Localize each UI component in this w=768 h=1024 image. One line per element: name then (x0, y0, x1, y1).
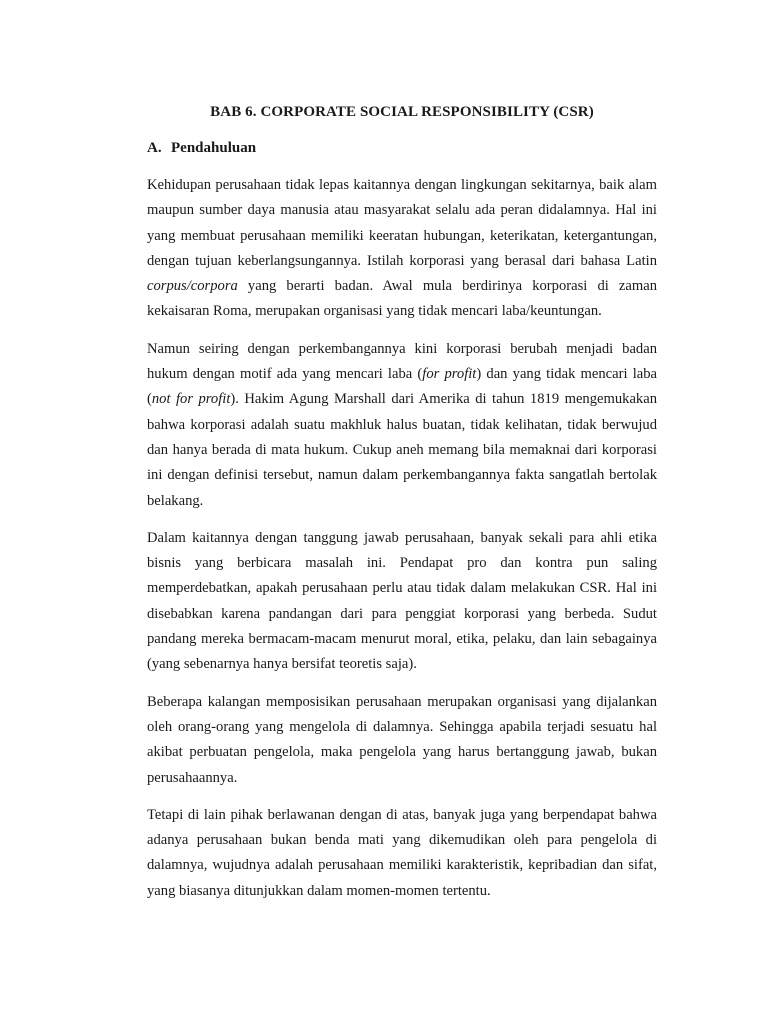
paragraph-4 (147, 690, 657, 791)
chapter-title: BAB 6. CORPORATE SOCIAL RESPONSIBILITY (CSR) (210, 104, 594, 120)
text-run: Dalam kaitannya dengan tanggung jawab perusahaan, banyak sekali para ahli etika bisnis yang berbicara masalah ini. Pendapat pro dan kontra pun saling memperdebatkan, apakah perusahaan perlu atau tidak dalam melakukan CSR. Hal ini disebabkan karena pandangan dari para penggiat korporasi yang berbeda. Sudut pandang mereka bermacam-macam menurut moral, etika, pelaku, dan lain sebagainya (yang sebenarnya hanya bersifat teoretis saja). (147, 529, 657, 673)
italic-term: not for profit (151, 391, 231, 408)
document-body (147, 101, 657, 904)
text-run: Kehidupan perusahaan tidak lepas kaitannya dengan lingkungan sekitarnya, baik alam maupun sumber daya manusia atau masyarakat selalu ada peran didalamnya. Hal ini yang membuat perusahaan memiliki keeratan hubungan, keterikatan, ketergantungan, dengan tujuan keberlangsungannya. Istilah korporasi yang berasal dari bahasa Latin (147, 177, 657, 269)
text-run: yang berarti badan. Awal mula berdirinya korporasi di zaman kekaisaran Roma, merupakan organisasi yang tidak mencari laba/keuntungan. (147, 278, 657, 320)
section-number: A. (147, 140, 162, 156)
text-run: ). Hakim Agung Marshall dari Amerika di tahun 1819 mengemukakan bahwa korporasi adalah suatu makhluk halus buatan, tidak kelihatan, tidak berwujud dan hanya berada di mata hukum. Cukup aneh memang bila memaknai dari korporasi ini dengan definisi tersebut, namun dalam perkembangannya fakta sangatlah bertolak belakang. (147, 391, 657, 509)
section-title: Pendahuluan (171, 140, 257, 156)
section-heading (147, 137, 657, 159)
paragraph-5 (147, 803, 657, 904)
text-run: Beberapa kalangan memposisikan perusahaan merupakan organisasi yang dijalankan oleh orang-orang yang mengelola di dalamnya. Sehingga apabila terjadi sesuatu hal akibat perbuatan pengelola, maka pengelola yang harus bertanggung jawab, bukan perusahaannya. (147, 693, 657, 786)
paragraph-2 (147, 337, 657, 514)
paragraph-3 (147, 526, 657, 678)
paragraph-1 (147, 173, 657, 325)
text-run: ) dan yang tidak mencari laba ( (147, 366, 658, 408)
italic-term: corpus/corpora (147, 278, 238, 295)
text-run: Tetapi di lain pihak berlawanan dengan di atas, banyak juga yang berpendapat bahwa adanya perusahaan bukan benda mati yang dikemudikan oleh para pengelola di dalamnya, wujudnya adalah perusahaan memiliki karakteristik, kepribadian dan sifat, yang biasanya ditunjukkan dalam momen-momen tertentu. (147, 806, 657, 899)
italic-term: for profit (422, 366, 477, 383)
text-run: Namun seiring dengan perkembangannya kini korporasi berubah menjadi badan hukum dengan motif ada yang mencari laba ( (147, 340, 657, 383)
